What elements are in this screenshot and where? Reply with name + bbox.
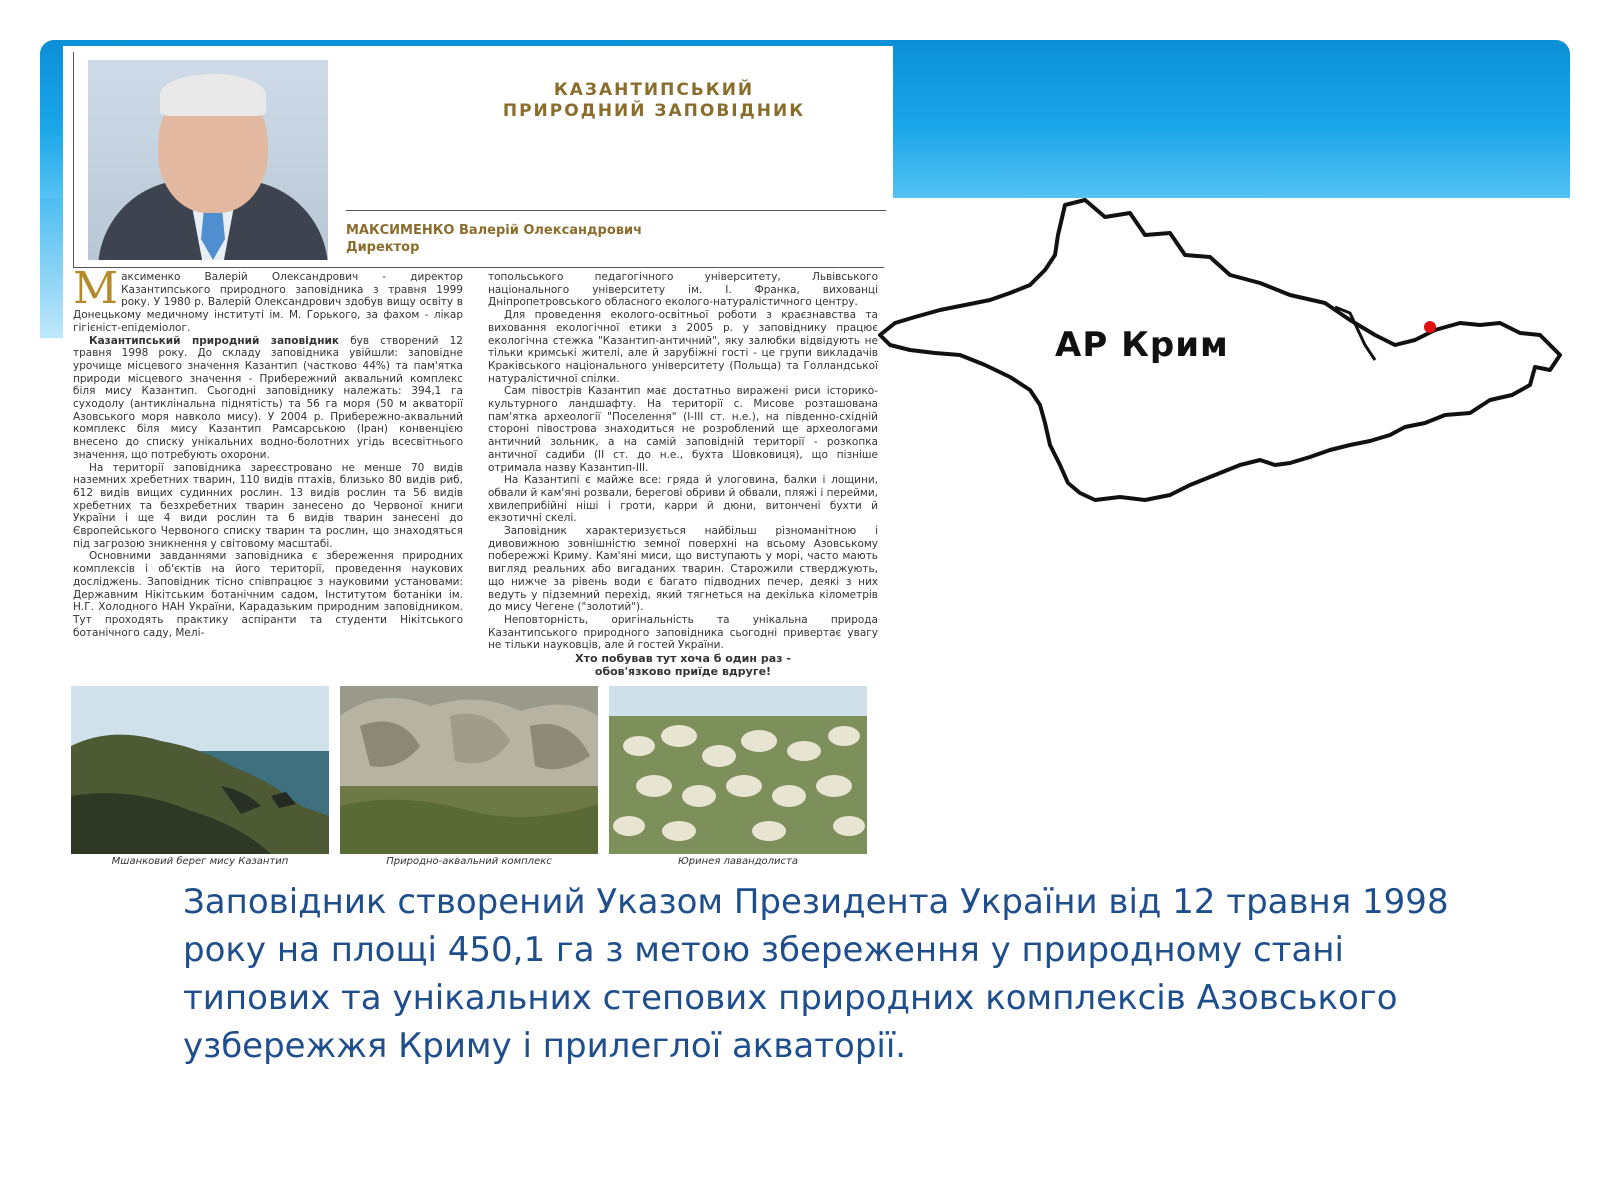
paragraph: Для проведення еколого-освітньої роботи з краєзнавства та виховання екологічної етики з 2005 р. у заповіднику працює екологічна стежка "Казантип-античний", яку залюбки відвідують не тільки кримські жителі, але й зарубіжні гості - це групи викладачів Краківського національного університету (Польща) та Голландської натуралістичної спілки. <box>488 309 878 385</box>
paragraph: Основними завданнями заповідника є збереження природних комплексів і об'єктів на його території, проведення наукових досліджень. Заповідник тісно співпрацює з науковими установами: Державним Нікітським ботанічним садом, Інститутом ботаніки ім. Н.Г. Холодного НАН України, Карадазьким природним заповідником. Тут проходять практику аспіранти та студенти Нікітського ботанічного саду, Мелі- <box>73 550 463 639</box>
article-header <box>73 52 884 268</box>
paragraph: Сам півострів Казантип має достатньо виражені риси історико-культурного ландшафту. На території с. Мисове розташована пам'ятка археології "Поселення" (I-III ст. н.е.), на південно-східній стороні півострова знаходиться не розроблений ще археологами античний зольник, а на самій заповідній території - розкопка античної садиби (II ст. до н.е., бухта Шовковиця), що пізніше отримала назву Казантип-III. <box>488 385 878 474</box>
photo-rocks <box>340 686 598 854</box>
photo-caption: Природно-аквальний комплекс <box>386 856 552 867</box>
paragraph: Заповідник характеризується найбільш різноманітною і дивовижною зовнішністю земної поверхні на всьому Азовському побережжі Криму. Кам'яні миси, що виступають у морі, часто мають вигляд реальних або вигаданих тварин. Старожили стверджують, що нижче за рівень води є багато підводних печер, деякі з них ведуть у підземний перехід, який тягнеться на декілька кілометрів до мису Чегене ("золотий"). <box>488 525 878 614</box>
paragraph: На Казантипі є майже все: гряда й улоговина, балки і лощини, обвали й кам'яні розвали, берегові обриви й обвали, пляжі і перейми, хвилеприбійні ніші і гроти, карри й дюни, витончені бухти й екзотичні скелі. <box>488 474 878 525</box>
person-caption <box>346 222 642 256</box>
photo-caption: Мшанковий берег мису Казантип <box>111 856 289 867</box>
drop-cap: М <box>73 263 119 314</box>
crimea-map <box>870 195 1570 525</box>
photo-caption: Юринея лавандолиста <box>678 856 798 867</box>
motto-line1: Хто побував тут хоча б один раз - <box>575 652 791 666</box>
article-column-left <box>73 263 463 639</box>
article-body <box>73 263 883 681</box>
person-name: МАКСИМЕНКО Валерій Олександрович <box>346 223 643 238</box>
divider <box>346 210 886 211</box>
article-title <box>424 80 884 122</box>
paragraph: На території заповідника зареєстровано не менше 70 видів наземних хребетних тварин, 110 видів птахів, близько 80 видів риб, 612 видів вищих судинних рослин. 13 видів рослин та 56 видів хребетних та безхребетних тварин занесено до Червоної книги України і ще 4 види рослин та 6 видів тварин занесені до Європейського Червоного списку тварин та рослин, що знаходяться під загрозою зникнення у світовому масштабі. <box>73 461 463 550</box>
photo-strip <box>71 686 883 896</box>
paragraph: топольського педагогічного університету, Львівського національного університету ім. І. Франка, вихованці Дніпропетровського обласного еколого-натуралістичного центру. <box>488 271 878 309</box>
bold-phrase: Казантипський природний заповідник <box>89 334 339 347</box>
article-title-line2: ПРИРОДНИЙ ЗАПОВІДНИК <box>502 101 806 121</box>
motto-line2: обов'язково приїде вдруге! <box>594 665 772 679</box>
article-title-line1: КАЗАНТИПСЬКИЙ <box>553 80 755 100</box>
map-label: АР Крим <box>1055 325 1229 365</box>
paragraph: Неповторність, оригінальність та унікальна природа Казантипського природного заповідника сьогодні привертає увагу не тільки науковців, але й гостей України. <box>488 613 878 652</box>
article-scan <box>63 46 893 896</box>
paragraph: був створений 12 травня 1998 року. До складу заповідника увійшли: заповідне урочище місцевого значення Казантип (частково 44%) та пам'ятка природи місцевого значення - Прибережний аквальний комплекс біля мису Казантип. Сьогодні заповіднику належать: 394,1 га суходолу (антиклінальна піднятість) та 56 га моря (50 м акваторії Азовського моря навколо мису). У 2004 р. Прибережно-аквальний комплекс біля мису Казантип Рамсарською (Іран) конвенцією внесено до списку унікальних водно-болотних угідь всесвітнього значення, що потребують охорони. <box>73 334 463 461</box>
person-role: Директор <box>346 240 420 255</box>
photo-coast <box>71 686 329 854</box>
kazantip-marker <box>1424 321 1436 333</box>
paragraph: аксименко Валерій Олександрович - директор Казантипського природного заповідника з травня 1999 року. У 1980 р. Валерій Олександрович здобув вищу освіту в Донецькому медичному інституті ім. М. Горького, за фахом - лікар гігієніст-епідеміолог. <box>73 271 463 334</box>
director-portrait <box>88 60 328 260</box>
slide-caption: Заповідник створений Указом Президента України від 12 травня 1998 року на площі 450,1 га з метою збереження у природному стані типових та унікальних степових природних комплексів Азовського узбережжя Криму і прилеглої акваторії. <box>183 882 1449 1066</box>
article-column-right <box>488 271 878 678</box>
photo-plants <box>609 686 867 854</box>
